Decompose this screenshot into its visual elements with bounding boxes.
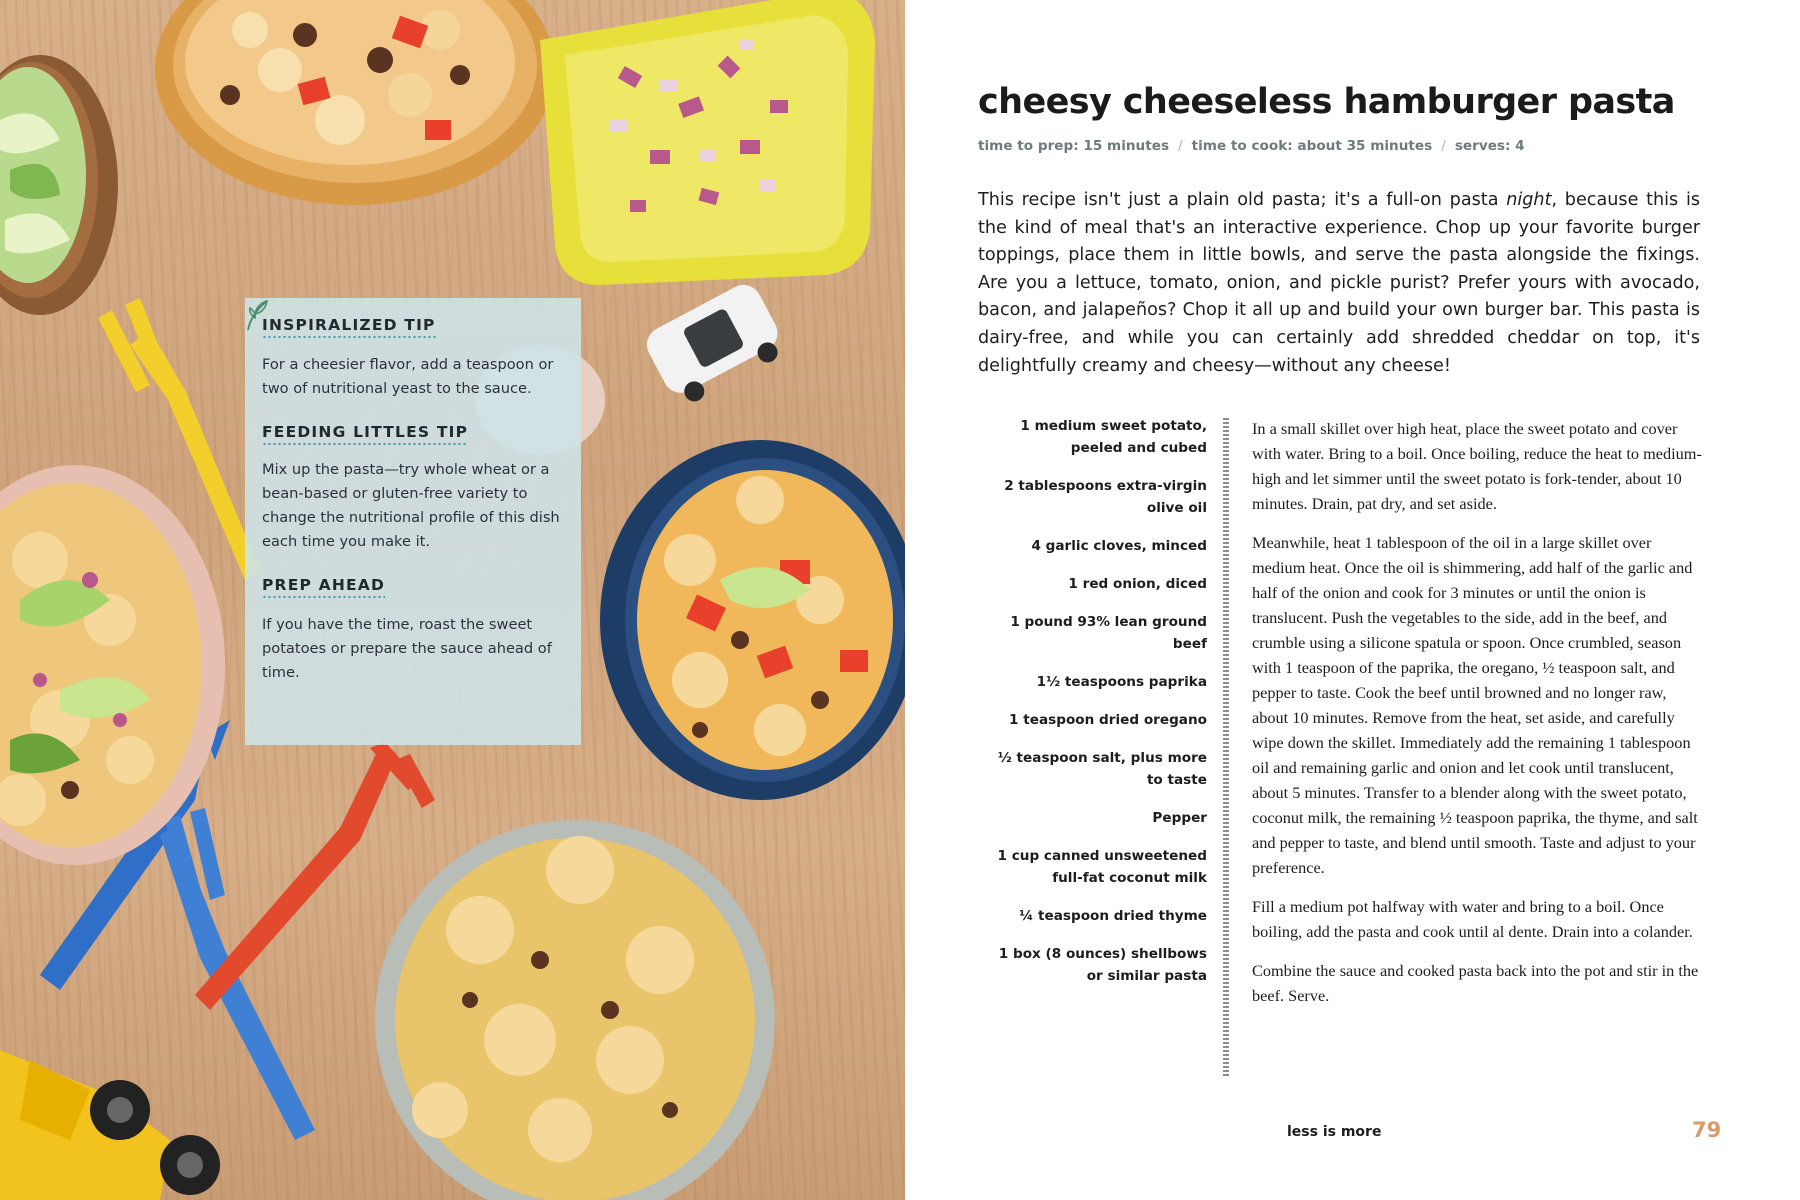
recipe-intro xyxy=(978,187,1700,380)
intro-text: This recipe isn't just a plain old pasta; it's a full-on pasta xyxy=(978,190,1507,210)
burger-pasta-bowl-right xyxy=(600,440,905,800)
pasta-bowl-top xyxy=(155,0,555,205)
tip-heading xyxy=(262,423,565,446)
method-step: Fill a medium pot halfway with water and bring to a boil. Once boiling, add the pasta and cook until al dente. Drain into a colander. xyxy=(1252,897,1693,941)
section-footer: less is more xyxy=(1287,1124,1382,1140)
tip-body: Mix up the pasta—try whole wheat or a bean-based or gluten-free variety to change the nutritional profile of this dish each time you make it. xyxy=(262,461,560,550)
recipe-meta xyxy=(978,138,1525,154)
intro-text: , because this is the kind of meal that's an interactive experience. Chop up your favorite burger toppings, place them in little bowls, and serve the pasta alongside the fixings. Are you a lettuce, tomato, onion, and pickle purist? Prefer yours with avocado, bacon, and jalapeños? Chop it all up and build your own burger bar. This pasta is dairy-free, and while you can certainly add shredded cheddar on top, it's delightfully creamy and cheesy—without any cheese! xyxy=(978,190,1701,376)
ingredient-item: 4 garlic cloves, minced xyxy=(1031,538,1207,554)
tip-body: For a cheesier flavor, add a teaspoon or two of nutritional yeast to the sauce. xyxy=(262,356,554,397)
cook-time: time to cook: about 35 minutes xyxy=(1191,138,1433,154)
ingredient-item: ½ teaspoon salt, plus more to taste xyxy=(997,750,1207,788)
tip-feeding-littles xyxy=(262,423,565,554)
tip-heading xyxy=(262,316,565,339)
pasta-bowl-bottom xyxy=(375,820,775,1200)
ingredient-item: 1 pound 93% lean ground beef xyxy=(1010,614,1207,652)
intro-emphasis: night xyxy=(1506,190,1552,210)
leaf-icon xyxy=(245,298,271,332)
column-divider xyxy=(1223,418,1229,1078)
toy-truck xyxy=(0,1050,220,1200)
tip-heading-text: INSPIRALIZED TIP xyxy=(262,316,436,339)
tip-prep-ahead xyxy=(262,576,565,685)
recipe-title: cheesy cheeseless hamburger pasta xyxy=(978,82,1675,122)
tips-box xyxy=(245,298,581,745)
tip-heading-text: FEEDING LITTLES TIP xyxy=(262,423,468,446)
method-step: Meanwhile, heat 1 tablespoon of the oil in a large skillet over medium heat. Once the oil is shimmering, add half of the garlic and half of the onion and cook for 3 minutes or until the onion is translucent. Push the vegetables to the side, add in the beef, and crumble using a silicone spatula or spoon. Once crumbled, season with 1 teaspoon of the paprika, the oregano, ½ teaspoon salt, and pepper to taste. Cook the beef until browned and no longer raw, about 10 minutes. Remove from the heat, set aside, and carefully wipe down the skillet. Immediately add the remaining 1 tablespoon oil and remaining garlic and onion and let cook until translucent, about 5 minutes. Transfer to a blender along with the sweet potato, coconut milk, the remaining ½ teaspoon paprika, the thyme, and salt and pepper to taste, and blend until smooth. Taste and adjust to your preference. xyxy=(1252,533,1698,877)
tip-heading xyxy=(262,576,565,599)
ingredient-item: 1 box (8 ounces) shellbows or similar pasta xyxy=(998,946,1207,984)
ingredient-item: 1 red onion, diced xyxy=(1068,576,1207,592)
ingredient-item: 1½ teaspoons paprika xyxy=(1036,674,1207,690)
tip-inspiralized xyxy=(262,316,565,401)
toy-car xyxy=(641,279,790,411)
onion-plate xyxy=(540,0,875,285)
page-number: 79 xyxy=(1692,1118,1722,1142)
method-step: In a small skillet over high heat, place the sweet potato and cover with water. Bring to a boil. Once boiling, reduce the heat to medium-high and let simmer until the sweet potato is fork-tender, about 10 minutes. Drain, pat dry, and set aside. xyxy=(1252,419,1702,513)
meta-separator: / xyxy=(1441,138,1446,154)
lettuce-bowl xyxy=(0,55,118,315)
meta-separator: / xyxy=(1178,138,1183,154)
ingredient-item: Pepper xyxy=(1152,810,1207,826)
method-steps xyxy=(1252,416,1702,1022)
method-step: Combine the sauce and cooked pasta back into the pot and stir in the beef. Serve. xyxy=(1252,961,1699,1005)
ingredients-list xyxy=(985,415,1207,1003)
ingredient-item: ¼ teaspoon dried thyme xyxy=(1019,908,1207,924)
tip-body: If you have the time, roast the sweet potatoes or prepare the sauce ahead of time. xyxy=(262,616,552,681)
ingredient-item: 2 tablespoons extra-virgin olive oil xyxy=(1004,478,1207,516)
ingredient-item: 1 cup canned unsweetened full-fat coconut milk xyxy=(997,848,1207,886)
tip-heading-text: PREP AHEAD xyxy=(262,576,385,599)
recipe-page xyxy=(905,0,1800,1200)
ingredient-item: 1 teaspoon dried oregano xyxy=(1009,712,1207,728)
prep-time: time to prep: 15 minutes xyxy=(978,138,1170,154)
serves: serves: 4 xyxy=(1454,138,1525,154)
ingredient-item: 1 medium sweet potato, peeled and cubed xyxy=(1020,418,1207,456)
